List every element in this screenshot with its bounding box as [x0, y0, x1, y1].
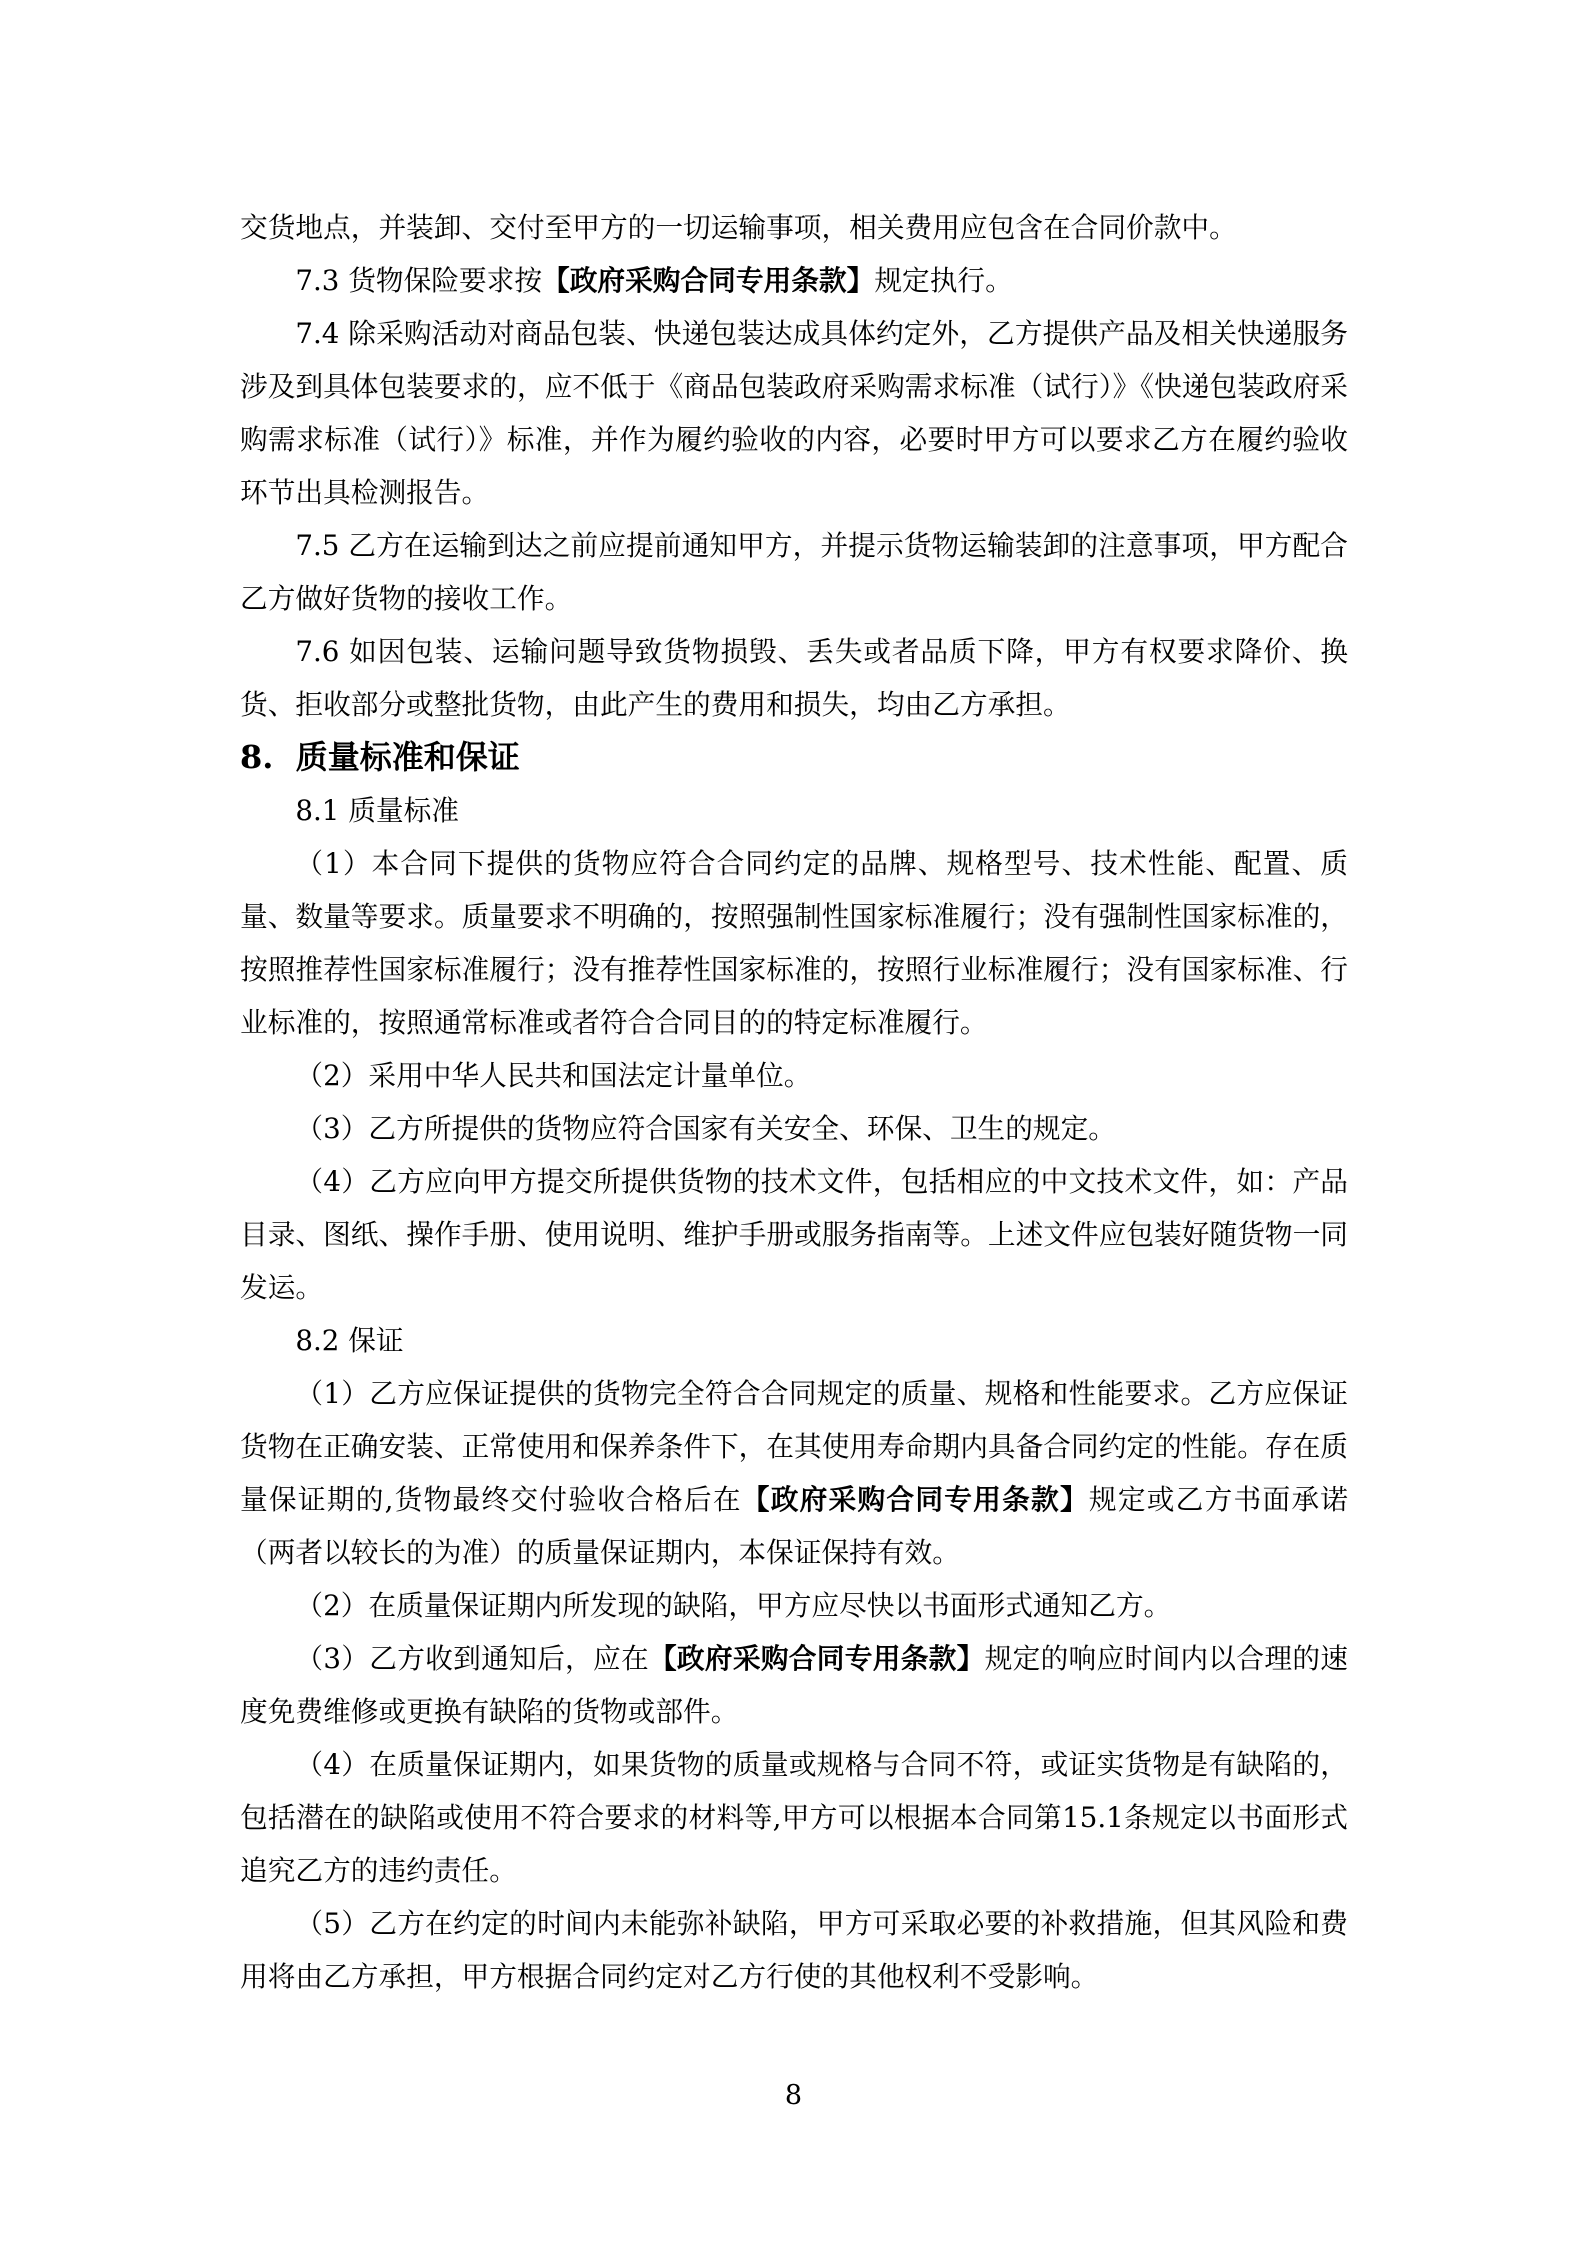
paragraph	[240, 307, 1348, 519]
paragraph	[240, 1314, 1348, 1367]
paragraph	[240, 1102, 1348, 1155]
contract-body-text	[240, 201, 1348, 2003]
paragraph	[240, 201, 1348, 254]
paragraph	[240, 1155, 1348, 1314]
text-run: （2）在质量保证期内所发现的缺陷，甲方应尽快以书面形式通知乙方。	[295, 1589, 1172, 1622]
text-run: 8.2 保证	[295, 1324, 404, 1357]
text-run: 交货地点，并装卸、交付至甲方的一切运输事项，相关费用应包含在合同价款中。	[240, 211, 1237, 244]
paragraph	[240, 519, 1348, 625]
text-run: 规定执行。	[874, 264, 1013, 297]
text-run: （3）乙方所提供的货物应符合国家有关安全、环保、卫生的规定。	[295, 1112, 1116, 1145]
text-run: 规定的响应时间内以合理的速度免费维修或更换有缺陷的货物或部件。	[240, 1642, 1348, 1728]
text-run: 规定或乙方书面承诺（两者以较长的为准）的质量保证期内，本保证保持有效。	[240, 1483, 1348, 1569]
text-run: （3）乙方收到通知后，应在	[295, 1642, 649, 1675]
text-run: 7.6 如因包装、运输问题导致货物损毁、丢失或者品质下降，甲方有权要求降价、换货、拒收部分或整批货物，由此产生的费用和损失，均由乙方承担。	[240, 635, 1348, 721]
text-run: （1）本合同下提供的货物应符合合同约定的品牌、规格型号、技术性能、配置、质量、数量等要求。质量要求不明确的，按照强制性国家标准履行；没有强制性国家标准的，按照推荐性国家标准履行；没有推荐性国家标准的，按照行业标准履行；没有国家标准、行业标准的，按照通常标准或者符合合同目的的特定标准履行。	[240, 847, 1348, 1039]
text-run: 7.3 货物保险要求按	[295, 264, 543, 297]
emphasized-text-run: 【政府采购合同专用条款】	[741, 1483, 1089, 1516]
paragraph	[240, 1049, 1348, 1102]
emphasized-text-run: 8. 质量标准和保证	[240, 738, 520, 776]
paragraph	[240, 837, 1348, 1049]
paragraph	[240, 1738, 1348, 1897]
text-run: 8.1 质量标准	[295, 794, 459, 827]
page-number: 8	[784, 2080, 803, 2111]
text-run: （2）采用中华人民共和国法定计量单位。	[295, 1059, 812, 1092]
text-run: 7.5 乙方在运输到达之前应提前通知甲方，并提示货物运输装卸的注意事项，甲方配合乙方做好货物的接收工作。	[240, 529, 1348, 615]
paragraph	[240, 625, 1348, 731]
emphasized-text-run: 【政府采购合同专用条款】	[542, 264, 875, 297]
text-run: 7.4 除采购活动对商品包装、快递包装达成具体约定外，乙方提供产品及相关快递服务涉及到具体包装要求的，应不低于《商品包装政府采购需求标准（试行）》《快递包装政府采购需求标准（试行）》标准，并作为履约验收的内容，必要时甲方可以要求乙方在履约验收环节出具检测报告。	[240, 317, 1348, 509]
paragraph	[240, 1632, 1348, 1738]
text-run: （4）乙方应向甲方提交所提供货物的技术文件，包括相应的中文技术文件，如：产品目录、图纸、操作手册、使用说明、维护手册或服务指南等。上述文件应包装好随货物一同发运。	[240, 1165, 1348, 1304]
section-heading	[240, 731, 1348, 784]
paragraph	[240, 254, 1348, 307]
text-run: （1）乙方应保证提供的货物完全符合合同规定的质量、规格和性能要求。乙方应保证货物在正确安装、正常使用和保养条件下，在其使用寿命期内具备合同约定的性能。存在质量保证期的,货物最终交付验收合格后在	[240, 1377, 1348, 1516]
paragraph	[240, 784, 1348, 837]
paragraph	[240, 1579, 1348, 1632]
paragraph	[240, 1897, 1348, 2003]
paragraph	[240, 1367, 1348, 1579]
text-run: （4）在质量保证期内，如果货物的质量或规格与合同不符，或证实货物是有缺陷的，包括潜在的缺陷或使用不符合要求的材料等,甲方可以根据本合同第15.1条规定以书面形式追究乙方的违约责任。	[240, 1748, 1348, 1887]
emphasized-text-run: 【政府采购合同专用条款】	[648, 1642, 985, 1675]
text-run: （5）乙方在约定的时间内未能弥补缺陷，甲方可采取必要的补救措施，但其风险和费用将由乙方承担，甲方根据合同约定对乙方行使的其他权利不受影响。	[240, 1907, 1348, 1993]
